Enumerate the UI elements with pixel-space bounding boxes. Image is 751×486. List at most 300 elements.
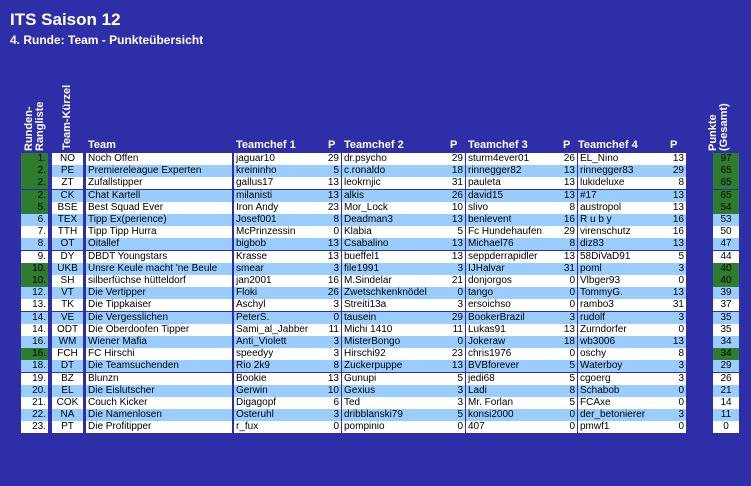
cell-tc4: der_betonierer bbox=[578, 409, 662, 421]
cell-p1: 26 bbox=[323, 287, 341, 299]
cell-tc3: BVBforever bbox=[466, 360, 558, 372]
cell-p2: 11 bbox=[443, 324, 465, 336]
cell-tc1: milanisti bbox=[234, 190, 323, 202]
header-teamchef-4: Teamchef 4 bbox=[578, 139, 638, 151]
cell-tc3: Fc Hundehaufen bbox=[466, 226, 558, 238]
header-teamchef-1: Teamchef 1 bbox=[236, 139, 296, 151]
cell-short: NA bbox=[52, 409, 83, 421]
header-team: Team bbox=[88, 139, 116, 151]
cell-p1: 13 bbox=[323, 251, 341, 263]
cell-total: 47 bbox=[713, 238, 739, 250]
cell-tc1: Rio 2k9 bbox=[234, 360, 323, 372]
cell-tc2: Gunupi bbox=[342, 373, 443, 385]
cell-short: BSE bbox=[52, 202, 83, 214]
cell-p4: 3 bbox=[662, 263, 686, 275]
cell-tc1: Digagopf bbox=[234, 397, 323, 409]
cell-tc4: rambo3 bbox=[578, 299, 662, 311]
cell-tc1: Bookie bbox=[234, 373, 323, 385]
cell-p2: 0 bbox=[443, 421, 465, 433]
cell-p3: 29 bbox=[558, 226, 577, 238]
cell-tc2: Csabalino bbox=[342, 238, 443, 250]
cell-p4: 5 bbox=[662, 251, 686, 263]
cell-tc4: Vlbger93 bbox=[578, 275, 662, 287]
cell-tc1: gallus17 bbox=[234, 177, 323, 189]
cell-team: Die Vergesslichen bbox=[86, 312, 232, 324]
cell-p4: 0 bbox=[662, 397, 686, 409]
cell-team: Zufallstipper bbox=[86, 177, 232, 189]
cell-tc1: McPrinzessin bbox=[234, 226, 323, 238]
cell-tc1: Iron Andy bbox=[234, 202, 323, 214]
cell-team: Die Vertipper bbox=[86, 287, 232, 299]
cell-tc3: Jokeraw bbox=[466, 336, 558, 348]
cell-rank: 16. bbox=[21, 336, 48, 348]
cell-tc3: slivo bbox=[466, 202, 558, 214]
cell-p2: 3 bbox=[443, 263, 465, 275]
cell-tc2: MisterBongo bbox=[342, 336, 443, 348]
cell-p1: 29 bbox=[323, 153, 341, 165]
cell-tc2: Mor_Lock bbox=[342, 202, 443, 214]
cell-tc3: jedi68 bbox=[466, 373, 558, 385]
cell-rank: 18. bbox=[21, 360, 48, 372]
cell-total: 97 bbox=[713, 153, 739, 165]
cell-p1: 13 bbox=[323, 177, 341, 189]
cell-total: 34 bbox=[713, 348, 739, 360]
cell-p4: 13 bbox=[662, 336, 686, 348]
cell-tc4: rinnegger83 bbox=[578, 165, 662, 177]
cell-tc2: Ted bbox=[342, 397, 443, 409]
cell-p4: 3 bbox=[662, 373, 686, 385]
table-row bbox=[0, 190, 751, 202]
cell-p4: 0 bbox=[662, 421, 686, 433]
cell-tc4: pmwf1 bbox=[578, 421, 662, 433]
cell-short: VT bbox=[52, 287, 83, 299]
cell-tc3: chris1976 bbox=[466, 348, 558, 360]
table-row bbox=[0, 336, 751, 348]
cell-p3: 8 bbox=[558, 238, 577, 250]
cell-short: SH bbox=[52, 275, 83, 287]
cell-p3: 8 bbox=[558, 385, 577, 397]
cell-p2: 13 bbox=[443, 251, 465, 263]
cell-rank: 7. bbox=[21, 226, 48, 238]
cell-p4: 8 bbox=[662, 348, 686, 360]
cell-team: FC Hirschi bbox=[86, 348, 232, 360]
cell-rank: 14. bbox=[21, 312, 48, 324]
cell-p1: 16 bbox=[323, 275, 341, 287]
table-row bbox=[0, 409, 751, 421]
cell-total: 11 bbox=[713, 409, 739, 421]
cell-tc4: diz83 bbox=[578, 238, 662, 250]
cell-total: 50 bbox=[713, 226, 739, 238]
cell-p3: 16 bbox=[558, 214, 577, 226]
cell-team: Die Profitipper bbox=[86, 421, 232, 433]
cell-tc2: Michi 1410 bbox=[342, 324, 443, 336]
cell-tc2: c.ronaldo bbox=[342, 165, 443, 177]
cell-p1: 10 bbox=[323, 385, 341, 397]
cell-tc1: r_fux bbox=[234, 421, 323, 433]
cell-rank: 2. bbox=[21, 190, 48, 202]
cell-tc2: file1991 bbox=[342, 263, 443, 275]
cell-p1: 11 bbox=[323, 324, 341, 336]
cell-p3: 0 bbox=[558, 275, 577, 287]
cell-short: DT bbox=[52, 360, 83, 372]
cell-p2: 18 bbox=[443, 165, 465, 177]
cell-p4: 0 bbox=[662, 275, 686, 287]
cell-tc4: Waterboy bbox=[578, 360, 662, 372]
cell-rank: 1. bbox=[21, 153, 48, 165]
cell-team: Tipp Ex(perience) bbox=[86, 214, 232, 226]
cell-rank: 5. bbox=[21, 202, 48, 214]
cell-tc3: donjorgos bbox=[466, 275, 558, 287]
cell-tc2: Hirschi92 bbox=[342, 348, 443, 360]
cell-tc3: BookerBrazil bbox=[466, 312, 558, 324]
cell-p4: 13 bbox=[662, 190, 686, 202]
cell-tc4: rudolf bbox=[578, 312, 662, 324]
header-teamchef-3: Teamchef 3 bbox=[468, 139, 528, 151]
cell-tc4: FCAxe bbox=[578, 397, 662, 409]
cell-p3: 5 bbox=[558, 360, 577, 372]
cell-p1: 0 bbox=[323, 421, 341, 433]
cell-p3: 13 bbox=[558, 324, 577, 336]
cell-team: Noch Offen bbox=[86, 153, 232, 165]
cell-p3: 5 bbox=[558, 373, 577, 385]
cell-rank: 14. bbox=[21, 324, 48, 336]
cell-tc2: Gexius bbox=[342, 385, 443, 397]
cell-tc3: Mr. Forlan bbox=[466, 397, 558, 409]
cell-p2: 13 bbox=[443, 214, 465, 226]
table-row bbox=[0, 312, 751, 324]
cell-short: WM bbox=[52, 336, 83, 348]
cell-total: 14 bbox=[713, 397, 739, 409]
cell-rank: 10. bbox=[21, 275, 48, 287]
cell-rank: 2. bbox=[21, 165, 48, 177]
cell-p3: 13 bbox=[558, 177, 577, 189]
cell-p1: 8 bbox=[323, 214, 341, 226]
cell-tc4: virenschutz bbox=[578, 226, 662, 238]
cell-tc3: Lukas91 bbox=[466, 324, 558, 336]
header-rank: Runden-Rangliste bbox=[23, 101, 46, 151]
cell-p3: 31 bbox=[558, 263, 577, 275]
cell-p4: 13 bbox=[662, 238, 686, 250]
cell-short: TEX bbox=[52, 214, 83, 226]
cell-rank: 6. bbox=[21, 214, 48, 226]
cell-tc4: lukideluxe bbox=[578, 177, 662, 189]
cell-tc1: Aschyl bbox=[234, 299, 323, 311]
cell-tc3: 407 bbox=[466, 421, 558, 433]
table-row bbox=[0, 251, 751, 263]
cell-total: 40 bbox=[713, 275, 739, 287]
cell-total: 53 bbox=[713, 214, 739, 226]
cell-tc4: EL_Nino bbox=[578, 153, 662, 165]
cell-short: COK bbox=[52, 397, 83, 409]
table-row bbox=[0, 165, 751, 177]
cell-tc3: pauleta bbox=[466, 177, 558, 189]
cell-team: Blunzn bbox=[86, 373, 232, 385]
cell-tc2: bueffel1 bbox=[342, 251, 443, 263]
cell-tc2: Streiti13a bbox=[342, 299, 443, 311]
cell-p4: 3 bbox=[662, 409, 686, 421]
cell-tc1: smear bbox=[234, 263, 323, 275]
cell-tc3: IJHalvar bbox=[466, 263, 558, 275]
cell-p3: 5 bbox=[558, 397, 577, 409]
cell-tc3: konsi2000 bbox=[466, 409, 558, 421]
cell-p3: 3 bbox=[558, 312, 577, 324]
cell-rank: 13. bbox=[21, 299, 48, 311]
cell-p2: 5 bbox=[443, 226, 465, 238]
cell-rank: 9. bbox=[21, 251, 48, 263]
cell-tc1: Krasse bbox=[234, 251, 323, 263]
cell-short: BZ bbox=[52, 373, 83, 385]
cell-team: Die Teamsuchenden bbox=[86, 360, 232, 372]
cell-p1: 3 bbox=[323, 409, 341, 421]
cell-team: Wiener Mafia bbox=[86, 336, 232, 348]
cell-tc2: leokrnjic bbox=[342, 177, 443, 189]
cell-short: ODT bbox=[52, 324, 83, 336]
cell-tc1: Osteruhl bbox=[234, 409, 323, 421]
cell-p2: 5 bbox=[443, 409, 465, 421]
table-row bbox=[0, 275, 751, 287]
cell-p1: 13 bbox=[323, 373, 341, 385]
cell-tc1: PeterS. bbox=[234, 312, 323, 324]
cell-p3: 0 bbox=[558, 421, 577, 433]
cell-tc3: benlevent bbox=[466, 214, 558, 226]
cell-short: OT bbox=[52, 238, 83, 250]
cell-p3: 18 bbox=[558, 336, 577, 348]
cell-team: Die Tippkaiser bbox=[86, 299, 232, 311]
header-total: Punkte (Gesamt) bbox=[707, 103, 730, 151]
cell-tc3: ersoichso bbox=[466, 299, 558, 311]
cell-p1: 13 bbox=[323, 190, 341, 202]
cell-p4: 13 bbox=[662, 202, 686, 214]
cell-short: UKB bbox=[52, 263, 83, 275]
cell-tc4: wb3006 bbox=[578, 336, 662, 348]
cell-team: Best Squad Ever bbox=[86, 202, 232, 214]
cell-tc3: Ladi bbox=[466, 385, 558, 397]
cell-p2: 26 bbox=[443, 190, 465, 202]
cell-total: 65 bbox=[713, 165, 739, 177]
cell-tc1: Gerwin bbox=[234, 385, 323, 397]
cell-p3: 26 bbox=[558, 153, 577, 165]
cell-tc4: Schabob bbox=[578, 385, 662, 397]
cell-team: Die Eislutscher bbox=[86, 385, 232, 397]
cell-rank: 2. bbox=[21, 177, 48, 189]
cell-short: DY bbox=[52, 251, 83, 263]
cell-p1: 6 bbox=[323, 397, 341, 409]
cell-p2: 21 bbox=[443, 275, 465, 287]
table-row bbox=[0, 373, 751, 385]
cell-p4: 29 bbox=[662, 165, 686, 177]
header-points-1: P bbox=[328, 139, 336, 151]
cell-p4: 13 bbox=[662, 287, 686, 299]
cell-tc3: seppderrapidler bbox=[466, 251, 558, 263]
cell-p1: 3 bbox=[323, 336, 341, 348]
cell-total: 29 bbox=[713, 360, 739, 372]
cell-total: 26 bbox=[713, 373, 739, 385]
cell-short: TK bbox=[52, 299, 83, 311]
cell-short: NO bbox=[52, 153, 83, 165]
cell-rank: 10. bbox=[21, 263, 48, 275]
cell-p1: 3 bbox=[323, 348, 341, 360]
cell-p2: 10 bbox=[443, 202, 465, 214]
cell-team: DBDT Youngstars bbox=[86, 251, 232, 263]
page-title: ITS Saison 12 bbox=[10, 10, 121, 29]
page-subtitle: 4. Runde: Team - Punkteübersicht bbox=[10, 33, 204, 47]
cell-short: ZT bbox=[52, 177, 83, 189]
cell-tc2: M.Sindelar bbox=[342, 275, 443, 287]
cell-rank: 19. bbox=[21, 373, 48, 385]
cell-p2: 0 bbox=[443, 287, 465, 299]
cell-p2: 29 bbox=[443, 153, 465, 165]
cell-rank: 8. bbox=[21, 238, 48, 250]
table-row bbox=[0, 360, 751, 372]
cell-total: 34 bbox=[713, 336, 739, 348]
cell-short: FCH bbox=[52, 348, 83, 360]
table-row bbox=[0, 287, 751, 299]
cell-tc2: Deadman3 bbox=[342, 214, 443, 226]
table-row bbox=[0, 214, 751, 226]
cell-tc3: david15 bbox=[466, 190, 558, 202]
cell-p3: 0 bbox=[558, 299, 577, 311]
cell-p4: 0 bbox=[662, 385, 686, 397]
table-row bbox=[0, 153, 751, 165]
cell-p1: 3 bbox=[323, 299, 341, 311]
cell-tc4: 58DiVaD91 bbox=[578, 251, 662, 263]
cell-p4: 3 bbox=[662, 312, 686, 324]
cell-p3: 0 bbox=[558, 348, 577, 360]
cell-tc2: dribblanski79 bbox=[342, 409, 443, 421]
cell-rank: 20. bbox=[21, 385, 48, 397]
cell-tc1: Josef001 bbox=[234, 214, 323, 226]
cell-tc2: Zuckerpuppe bbox=[342, 360, 443, 372]
cell-p3: 13 bbox=[558, 190, 577, 202]
cell-team: Couch Kicker bbox=[86, 397, 232, 409]
cell-team: Die Oberdoofen Tipper bbox=[86, 324, 232, 336]
cell-rank: 23. bbox=[21, 421, 48, 433]
cell-tc1: Floki bbox=[234, 287, 323, 299]
cell-rank: 12. bbox=[21, 287, 48, 299]
cell-p2: 13 bbox=[443, 238, 465, 250]
table-row bbox=[0, 348, 751, 360]
cell-p2: 29 bbox=[443, 312, 465, 324]
cell-total: 65 bbox=[713, 177, 739, 189]
cell-tc4: R u b y bbox=[578, 214, 662, 226]
cell-team: Chat Kartell bbox=[86, 190, 232, 202]
cell-rank: 22. bbox=[21, 409, 48, 421]
cell-p2: 3 bbox=[443, 397, 465, 409]
cell-tc3: tango bbox=[466, 287, 558, 299]
cell-p3: 0 bbox=[558, 287, 577, 299]
table-row bbox=[0, 263, 751, 275]
cell-total: 37 bbox=[713, 299, 739, 311]
cell-total: 54 bbox=[713, 202, 739, 214]
cell-tc1: kreininho bbox=[234, 165, 323, 177]
cell-total: 65 bbox=[713, 190, 739, 202]
cell-tc1: Sami_al_Jabber bbox=[234, 324, 323, 336]
table-row bbox=[0, 385, 751, 397]
cell-team: Premiereleague Experten bbox=[86, 165, 232, 177]
cell-team: Tipp Tipp Hurra bbox=[86, 226, 232, 238]
cell-p2: 3 bbox=[443, 299, 465, 311]
header-points-3: P bbox=[563, 139, 571, 151]
cell-tc1: Anti_Violett bbox=[234, 336, 323, 348]
cell-tc2: pompinio bbox=[342, 421, 443, 433]
cell-p2: 3 bbox=[443, 385, 465, 397]
table-row bbox=[0, 397, 751, 409]
cell-total: 35 bbox=[713, 312, 739, 324]
cell-p4: 16 bbox=[662, 226, 686, 238]
cell-short: PT bbox=[52, 421, 83, 433]
cell-p2: 0 bbox=[443, 336, 465, 348]
cell-tc4: poml bbox=[578, 263, 662, 275]
cell-tc3: rinnegger82 bbox=[466, 165, 558, 177]
cell-p4: 13 bbox=[662, 153, 686, 165]
cell-tc1: bigbob bbox=[234, 238, 323, 250]
header-short: Team-Kürzel bbox=[61, 84, 73, 150]
cell-tc2: Zwetschkenknödel bbox=[342, 287, 443, 299]
cell-short: TTH bbox=[52, 226, 83, 238]
cell-short: EL bbox=[52, 385, 83, 397]
cell-total: 44 bbox=[713, 251, 739, 263]
cell-p2: 23 bbox=[443, 348, 465, 360]
cell-tc4: #17 bbox=[578, 190, 662, 202]
header-points-2: P bbox=[450, 139, 458, 151]
cell-p2: 5 bbox=[443, 373, 465, 385]
table-row bbox=[0, 324, 751, 336]
cell-total: 40 bbox=[713, 263, 739, 275]
cell-team: silberfüchse hütteldorf bbox=[86, 275, 232, 287]
table-row bbox=[0, 177, 751, 189]
cell-tc2: dr.psycho bbox=[342, 153, 443, 165]
table-row bbox=[0, 299, 751, 311]
cell-p4: 0 bbox=[662, 324, 686, 336]
cell-p4: 16 bbox=[662, 214, 686, 226]
cell-p4: 8 bbox=[662, 177, 686, 189]
cell-short: PE bbox=[52, 165, 83, 177]
cell-team: Die Namenlosen bbox=[86, 409, 232, 421]
cell-p4: 31 bbox=[662, 299, 686, 311]
cell-short: CK bbox=[52, 190, 83, 202]
cell-p2: 31 bbox=[443, 177, 465, 189]
cell-p2: 13 bbox=[443, 360, 465, 372]
cell-total: 35 bbox=[713, 324, 739, 336]
cell-total: 39 bbox=[713, 287, 739, 299]
table-row bbox=[0, 421, 751, 433]
cell-p1: 0 bbox=[323, 312, 341, 324]
cell-tc4: oschy bbox=[578, 348, 662, 360]
cell-team: Unsre Keule macht 'ne Beule bbox=[86, 263, 232, 275]
header-teamchef-2: Teamchef 2 bbox=[344, 139, 404, 151]
cell-tc3: Michael76 bbox=[466, 238, 558, 250]
cell-tc4: TommyG. bbox=[578, 287, 662, 299]
cell-p3: 8 bbox=[558, 202, 577, 214]
cell-p4: 3 bbox=[662, 360, 686, 372]
cell-p1: 5 bbox=[323, 165, 341, 177]
cell-team: Oitallef bbox=[86, 238, 232, 250]
cell-p1: 0 bbox=[323, 226, 341, 238]
table-row bbox=[0, 238, 751, 250]
cell-p1: 8 bbox=[323, 360, 341, 372]
cell-tc4: cgoerg bbox=[578, 373, 662, 385]
cell-rank: 16. bbox=[21, 348, 48, 360]
cell-p1: 13 bbox=[323, 238, 341, 250]
table-row bbox=[0, 226, 751, 238]
cell-tc1: speedyy bbox=[234, 348, 323, 360]
cell-short: VE bbox=[52, 312, 83, 324]
cell-p1: 3 bbox=[323, 263, 341, 275]
cell-rank: 21. bbox=[21, 397, 48, 409]
header-points-4: P bbox=[670, 139, 678, 151]
cell-p3: 13 bbox=[558, 251, 577, 263]
cell-tc2: alkis bbox=[342, 190, 443, 202]
